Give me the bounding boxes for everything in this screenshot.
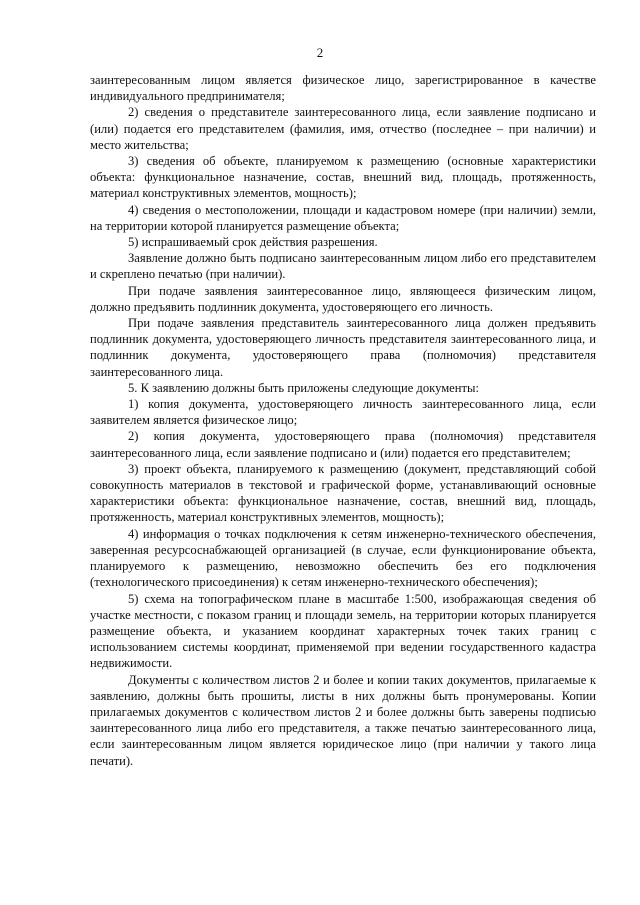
paragraph-doc-item-1: 1) копия документа, удостоверяющего личность заинтересованного лица, если заявителем является физическое лицо; (90, 397, 596, 428)
paragraph-documents-binding: Документы с количеством листов 2 и более и копии таких документов, прилагаемые к заявлению, должны быть прошиты, листы в них должны быть пронумерованы. Копии прилагаемых документов с количеством листов 2 и более должны быть заверены подписью заинтересованного лица либо его представителя, а также печатью заинтересованного лица, если заинтересованным лицом является юридическое лицо (при наличии у такого лица печати). (90, 672, 596, 768)
paragraph-representative-id: При подаче заявления представитель заинтересованного лица должен предъявить подлинник документа, удостоверяющего личность представителя заинтересованного лица, и подлинник документа, удостоверяющего права (полномочия) представителя заинтересованного лица. (90, 316, 596, 379)
paragraph-signature: Заявление должно быть подписано заинтересованным лицом либо его представителем и скреплено печатью (при наличии). (90, 251, 596, 282)
paragraph-continuation: заинтересованным лицом является физическое лицо, зарегистрированное в качестве индивидуального предпринимателя; (90, 73, 596, 104)
paragraph-doc-item-4: 4) информация о точках подключения к сетям инженерно-технического обеспечения, заверенная ресурсоснабжающей организацией (в случае, если функционирование объекта, планируемого к размещению, невозможно обеспечить без его подключения (технологического присоединения) к сетям инженерно-технического обеспечения); (90, 526, 596, 590)
paragraph-doc-item-5: 5) схема на топографическом плане в масштабе 1:500, изображающая сведения об участке местности, с показом границ и площади земель, на территории которых планируется размещение объекта, и указанием координат характерных точек таких границ с использованием системы координат, применяемой при ведении государственного кадастра недвижимости. (90, 591, 596, 671)
paragraph-item-4-location: 4) сведения о местоположении, площади и кадастровом номере (при наличии) земли, на территории которой планируется размещение объекта; (90, 202, 596, 233)
page-number: 2 (316, 45, 324, 60)
paragraph-item-5-term: 5) испрашиваемый срок действия разрешения. (128, 235, 378, 250)
paragraph-item-3-object: 3) сведения об объекте, планируемом к размещению (основные характеристики объекта: функциональное назначение, состав, внешний вид, площадь, протяженность, материал конструктивных элементов, мощность); (90, 154, 596, 201)
paragraph-individual-id: При подаче заявления заинтересованное лицо, являющееся физическим лицом, должно предъявить подлинник документа, удостоверяющего его личность. (90, 283, 596, 314)
paragraph-doc-item-3: 3) проект объекта, планируемого к размещению (документ, представляющий собой совокупность материалов в текстовой и графической форме, устанавливающий основные характеристики объекта: функциональное назначение, состав, внешний вид, площадь, протяженность, материал конструктивных элементов, мощность); (90, 461, 596, 525)
paragraph-doc-item-2: 2) копия документа, удостоверяющего права (полномочия) представителя заинтересованного лица, если заявление подписано и (или) подается его представителем; (90, 429, 596, 460)
paragraph-section-5-heading: 5. К заявлению должны быть приложены следующие документы: (128, 380, 479, 395)
paragraph-item-2-representative: 2) сведения о представителе заинтересованного лица, если заявление подписано и (или) подается его представителем (фамилия, имя, отчество (последнее – при наличии) и место жительства; (90, 105, 596, 152)
document-body (90, 72, 596, 769)
